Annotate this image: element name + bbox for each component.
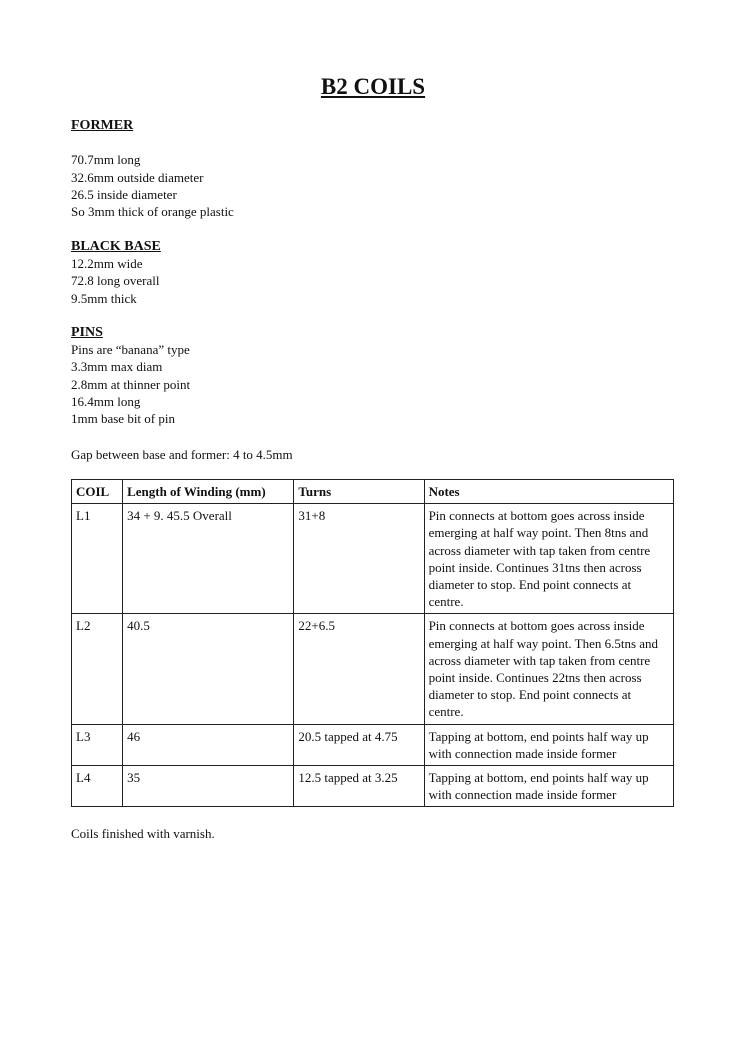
- black-base-line: 12.2mm wide: [71, 256, 143, 272]
- pins-line: 1mm base bit of pin: [71, 411, 175, 427]
- header-turns: Turns: [294, 480, 424, 504]
- cell-coil: L3: [72, 724, 123, 765]
- header-length: Length of Winding (mm): [123, 480, 294, 504]
- black-base-line: 72.8 long overall: [71, 273, 160, 289]
- cell-length: 35: [123, 766, 294, 807]
- cell-length: 46: [123, 724, 294, 765]
- table-row: [72, 724, 674, 765]
- black-base-section: [71, 238, 161, 307]
- cell-length: 34 + 9. 45.5 Overall: [123, 504, 294, 614]
- table-row: [72, 766, 674, 807]
- former-heading: FORMER: [71, 118, 134, 133]
- cell-notes: Tapping at bottom, end points half way up with connection made inside former: [424, 766, 673, 807]
- cell-coil: L2: [72, 614, 123, 724]
- former-section: [71, 117, 234, 220]
- pins-line: 3.3mm max diam: [71, 359, 163, 375]
- cell-turns: 31+8: [294, 504, 424, 614]
- table-row: [72, 614, 674, 724]
- cell-notes: Pin connects at bottom goes across inside emerging at half way point. Then 6.5tns and across diameter with tap taken from centre point inside. Continues 22tns then across diameter to stop. End point connects at centre.: [424, 614, 673, 724]
- gap-text: Gap between base and former: 4 to 4.5mm: [71, 447, 293, 462]
- former-line: 26.5 inside diameter: [71, 186, 177, 202]
- former-line: 32.6mm outside diameter: [71, 169, 204, 185]
- cell-length: 40.5: [123, 614, 294, 724]
- cell-coil: L1: [72, 504, 123, 614]
- cell-notes: Pin connects at bottom goes across inside emerging at half way point. Then 8tns and across diameter with tap taken from centre point inside. Continues 31tns then across diameter to stop. End point connects at centre.: [424, 504, 673, 614]
- pins-line: 16.4mm long: [71, 393, 141, 409]
- cell-turns: 12.5 tapped at 3.25: [294, 766, 424, 807]
- cell-turns: 20.5 tapped at 4.75: [294, 724, 424, 765]
- pins-line: Pins are “banana” type: [71, 342, 190, 358]
- spacer: [71, 134, 234, 151]
- cell-turns: 22+6.5: [294, 614, 424, 724]
- table-header-row: [72, 480, 674, 504]
- header-notes: Notes: [424, 480, 673, 504]
- header-coil: COIL: [72, 480, 123, 504]
- former-line: So 3mm thick of orange plastic: [71, 204, 234, 219]
- table-row: [72, 504, 674, 614]
- pins-heading: PINS: [71, 325, 103, 340]
- pins-section: [71, 324, 190, 427]
- former-line: 70.7mm long: [71, 152, 141, 168]
- black-base-line: 9.5mm thick: [71, 290, 137, 306]
- document-title: B2 COILS: [320, 74, 426, 99]
- black-base-heading: BLACK BASE: [71, 239, 161, 254]
- footer-text: Coils finished with varnish.: [71, 826, 215, 841]
- pins-line: 2.8mm at thinner point: [71, 376, 191, 392]
- cell-notes: Tapping at bottom, end points half way up with connection made inside former: [424, 724, 673, 765]
- cell-coil: L4: [72, 766, 123, 807]
- coils-table: [71, 479, 674, 807]
